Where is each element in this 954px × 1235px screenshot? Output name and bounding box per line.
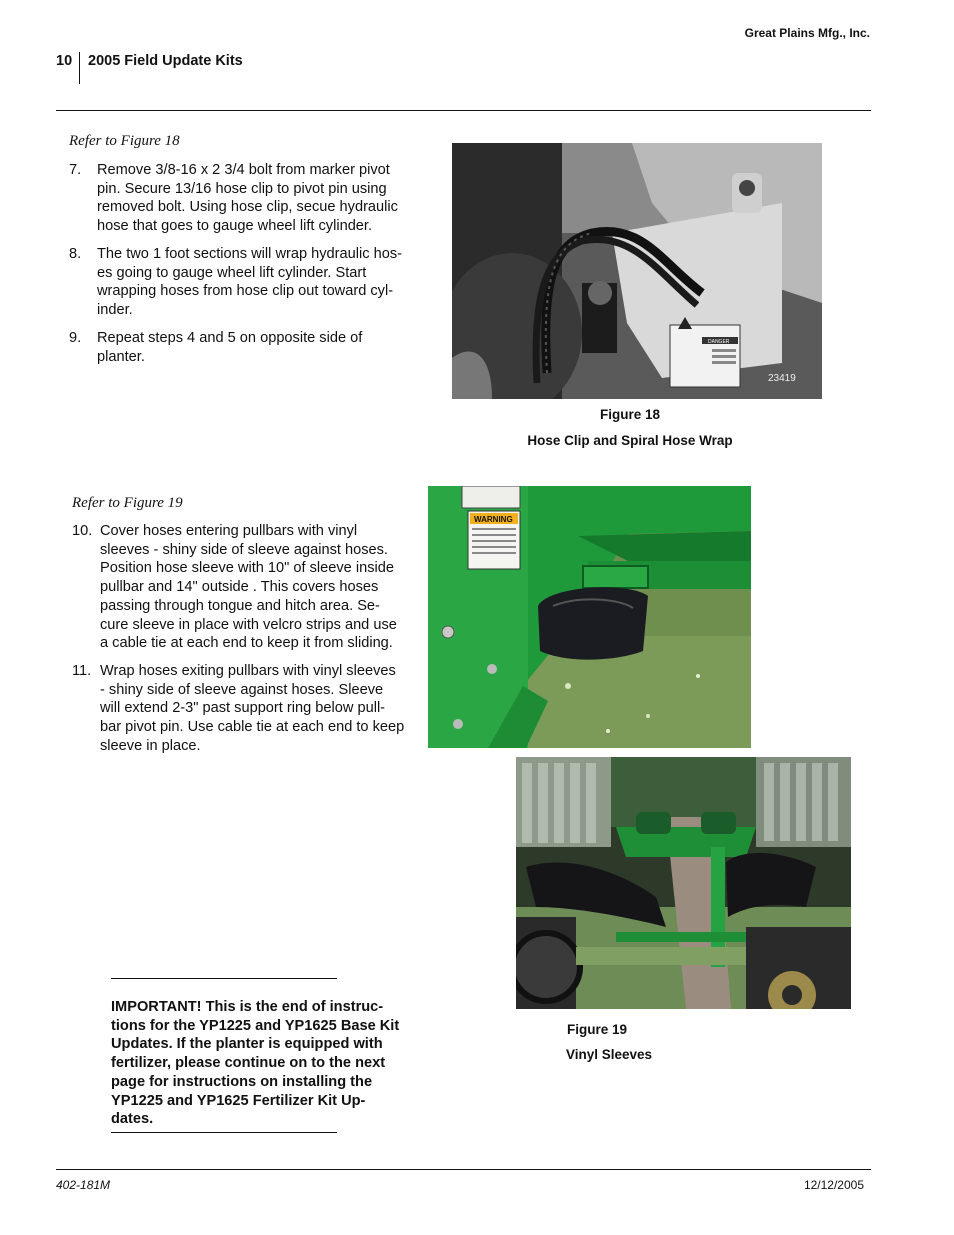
step-line: Wrap hoses exiting pullbars with vinyl sleeves (100, 663, 396, 679)
company-name: Great Plains Mfg., Inc. (744, 26, 870, 40)
step-line: passing through tongue and hitch area. Se- (100, 597, 380, 614)
step-8 (69, 245, 419, 321)
step-9 (69, 329, 419, 369)
step-number: 7. (69, 162, 82, 178)
important-rule-top (111, 978, 337, 979)
step-line: wrapping hoses from hose clip out toward cyl- (97, 283, 394, 300)
important-line: YP1225 and YP1625 Fertilizer Kit Up- (111, 1092, 366, 1109)
step-line: sleeves - shiny side of sleeve against hoses. (100, 541, 388, 558)
figure-19-photo-top (428, 486, 751, 748)
step-line: Remove 3/8-16 x 2 3/4 bolt from marker pivot (97, 162, 390, 178)
step-11 (72, 662, 417, 758)
step-line: es going to gauge wheel lift cylinder. Start (97, 264, 367, 281)
doc-number: 402-181M (56, 1178, 111, 1192)
step-10 (72, 522, 417, 654)
important-line: tions for the YP1225 and YP1625 Base Kit (111, 1017, 400, 1034)
step-line: a cable tie at each end to keep it from sliding. (100, 635, 393, 652)
step-line: pullbar and 14" outside . This covers hoses (100, 579, 379, 596)
step-line: - shiny side of sleeve against hoses. Sleeve (100, 681, 384, 698)
step-number: 10. (72, 523, 93, 539)
important-notice (111, 998, 421, 1129)
figure-19-caption: Vinyl Sleeves (566, 1047, 653, 1062)
header-rule (56, 110, 871, 111)
step-line: hose that goes to gauge wheel lift cylinder. (97, 218, 373, 235)
header-divider (79, 52, 80, 84)
step-7 (69, 161, 419, 237)
warning-decal-text: WARNING (474, 515, 513, 524)
step-number: 9. (69, 330, 82, 346)
step-line: Repeat steps 4 and 5 on opposite side of (97, 330, 363, 346)
step-line: cure sleeve in place with velcro strips and use (100, 616, 397, 633)
important-rule-bottom (111, 1132, 337, 1133)
important-line: fertilizer, please continue on to the next (111, 1055, 386, 1072)
step-line: Cover hoses entering pullbars with vinyl (100, 523, 358, 539)
step-line: will extend 2-3" past support ring below pull- (100, 700, 386, 717)
figure-18-caption: Hose Clip and Spiral Hose Wrap (527, 433, 733, 448)
doc-date: 12/12/2005 (803, 1178, 864, 1192)
refer-figure-19: Refer to Figure 19 (72, 495, 183, 511)
step-line: removed bolt. Using hose clip, secue hydraulic (97, 199, 398, 216)
danger-decal-text: DANGER (708, 339, 730, 345)
step-number: 8. (69, 246, 82, 262)
section-title: 2005 Field Update Kits (88, 53, 243, 69)
figure-18-label: Figure 18 (599, 407, 661, 422)
step-line: planter. (97, 348, 145, 365)
photo-id: 23419 (768, 373, 796, 384)
important-line: IMPORTANT! This is the end of instruc- (111, 999, 384, 1015)
footer-rule (56, 1169, 871, 1170)
step-line: bar pivot pin. Use cable tie at each end to keep (100, 719, 405, 736)
step-number: 11. (72, 663, 92, 679)
step-line: inder. (97, 302, 133, 319)
figure-19-photo-bottom (516, 757, 851, 1009)
step-line: pin. Secure 13/16 hose clip to pivot pin using (97, 180, 387, 197)
important-line: page for instructions on installing the (111, 1073, 373, 1090)
refer-figure-18: Refer to Figure 18 (69, 133, 180, 149)
figure-19-label: Figure 19 (567, 1022, 628, 1037)
figure-18-photo (452, 143, 822, 399)
page-number: 10 (56, 53, 73, 69)
important-line: Updates. If the planter is equipped with (111, 1036, 383, 1053)
step-line: sleeve in place. (100, 737, 201, 754)
important-line: dates. (111, 1111, 154, 1128)
step-line: The two 1 foot sections will wrap hydraulic hos- (97, 246, 402, 262)
step-line: Position hose sleeve with 10" of sleeve inside (100, 560, 394, 577)
